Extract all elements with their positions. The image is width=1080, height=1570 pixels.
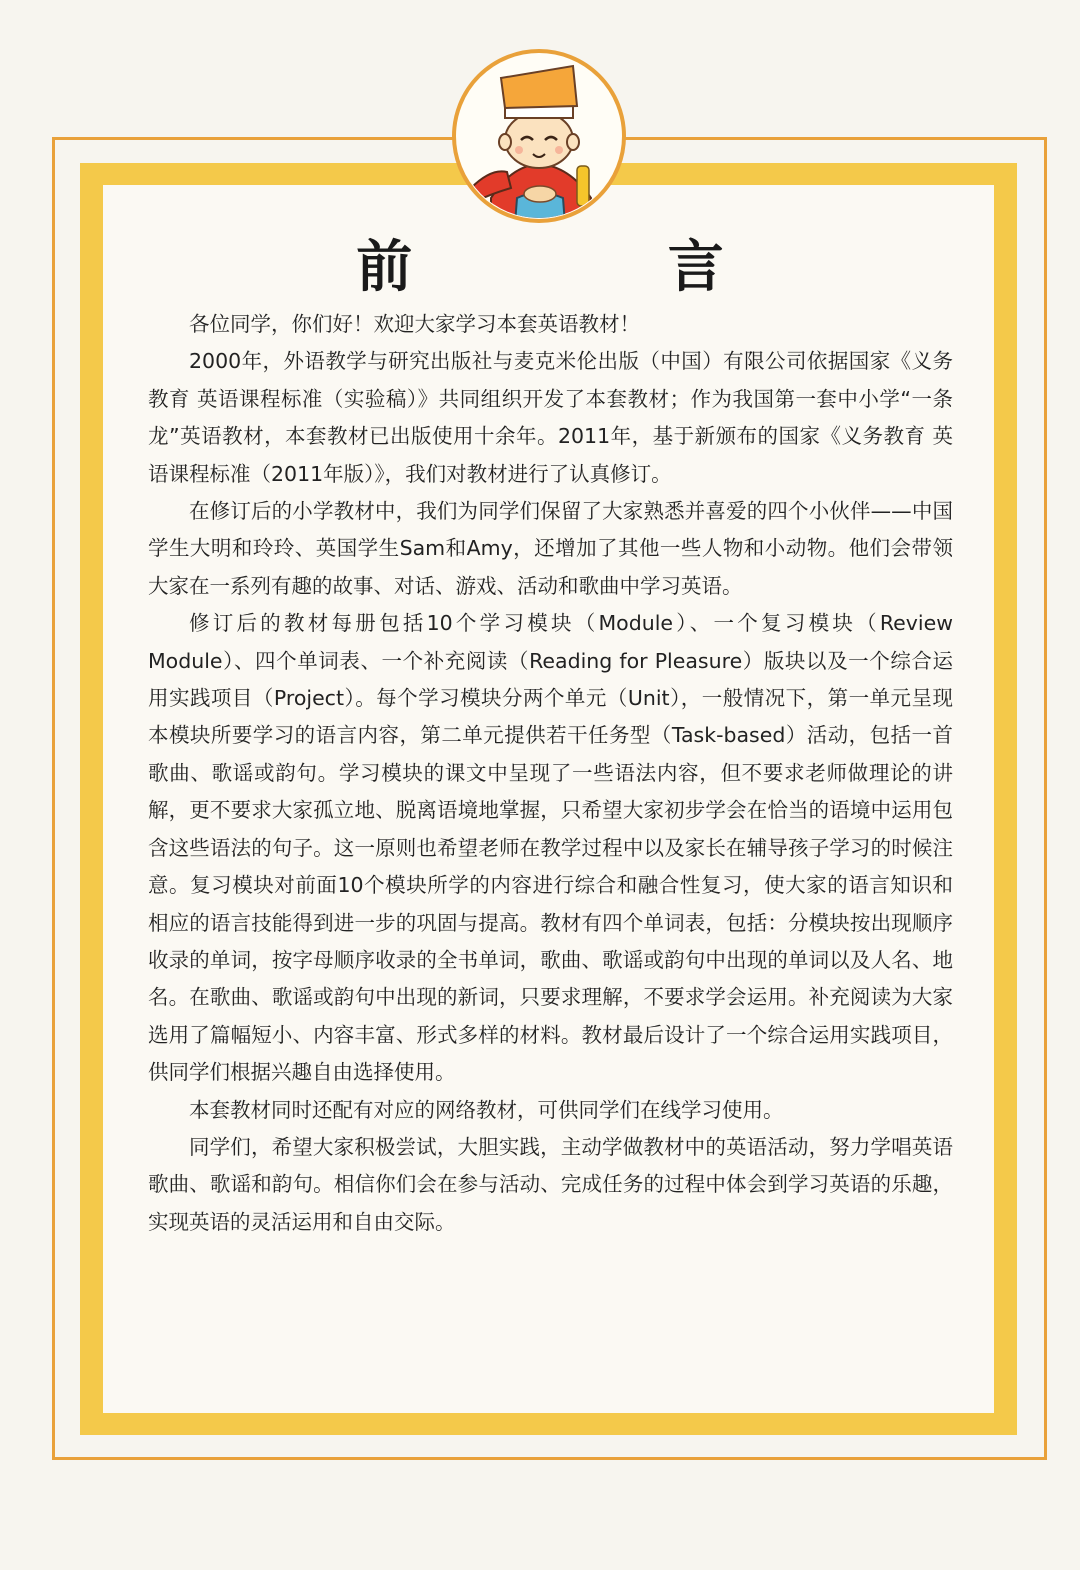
- paragraph-closing: 同学们，希望大家积极尝试，大胆实践，主动学做教材中的英语活动，努力学唱英语歌曲、歌谣和韵句。相信你们会在参与活动、完成任务的过程中体会到学习英语的乐趣，实现英语的灵活运用和自由交际。: [148, 1134, 953, 1234]
- preface-body: [148, 306, 953, 1241]
- paragraph-history: 2000年，外语教学与研究出版社与麦克米伦出版（中国）有限公司依据国家《义务教育 英语课程标准（实验稿）》共同组织开发了本套教材；作为我国第一套中小学“一条龙”英语教材，本套教材已出版使用十余年。2011年，基于新颁布的国家《义务教育 英语课程标准（2011年版）》，我们对教材进行了认真修订。: [148, 349, 953, 486]
- paragraph-characters: 在修订后的小学教材中，我们为同学们保留了大家熟悉并喜爱的四个小伙伴——中国学生大明和玲玲、英国学生Sam和Amy，还增加了其他一些人物和小动物。他们会带领大家在一系列有趣的故事、对话、游戏、活动和歌曲中学习英语。: [148, 499, 953, 598]
- page-title: 前 言: [356, 234, 842, 300]
- cartoon-boy-chef-icon: [451, 48, 627, 224]
- paragraph-online: 本套教材同时还配有对应的网络教材，可供同学们在线学习使用。: [189, 1097, 784, 1122]
- paragraph-greeting: 各位同学，你们好！欢迎大家学习本套英语教材！: [189, 312, 640, 336]
- paragraph-structure: 修订后的教材每册包括10个学习模块（Module）、一个复习模块（Review Module）、四个单词表、一个补充阅读（Reading for Pleasure）版块以及一个综合运用实践项目（Project）。每个学习模块分两个单元（Unit），一般情况下，第一单元呈现本模块所要学习的语言内容，第二单元提供若干任务型（Task-based）活动，包括一首歌曲、歌谣或韵句。学习模块的课文中呈现了一些语法内容，但不要求老师做理论的讲解，更不要求大家孤立地、脱离语境地掌握，只希望大家初步学会在恰当的语境中运用包含这些语法的句子。这一原则也希望老师在教学过程中以及家长在辅导孩子学习的时候注意。复习模块对前面10个模块所学的内容进行综合和融合性复习，使大家的语言知识和相应的语言技能得到进一步的巩固与提高。教材有四个单词表，包括：分模块按出现顺序收录的单词，按字母顺序收录的全书单词，歌曲、歌谣或韵句中出现的单词以及人名、地名。在歌曲、歌谣或韵句中出现的新词，只要求理解，不要求学会运用。补充阅读为大家选用了篇幅短小、内容丰富、形式多样的材料。教材最后设计了一个综合运用实践项目，供同学们根据兴趣自由选择使用。: [148, 611, 953, 1085]
